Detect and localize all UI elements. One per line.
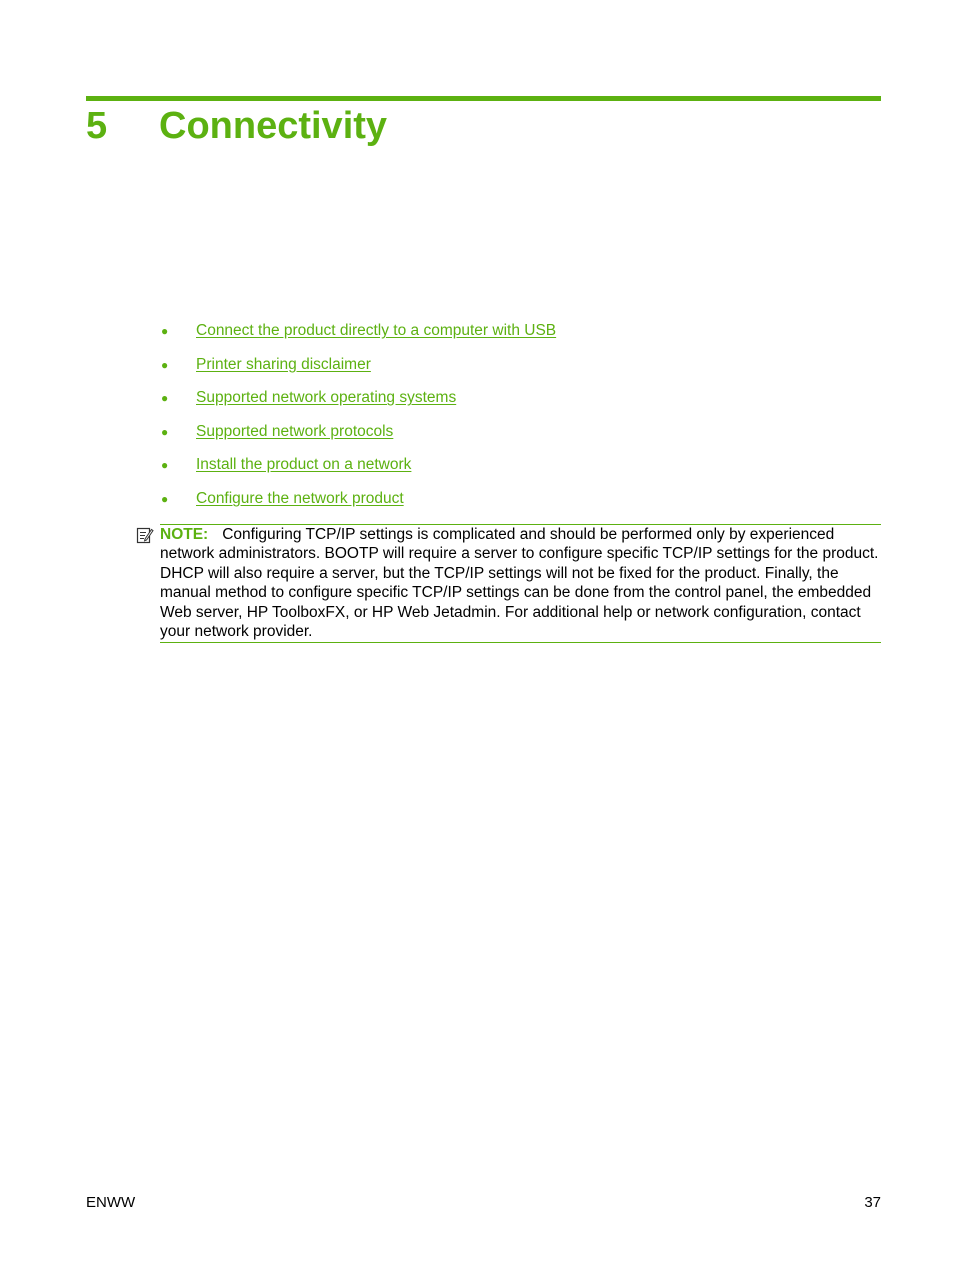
toc-link-printer-sharing[interactable]: Printer sharing disclaimer xyxy=(196,355,371,373)
page-number: 37 xyxy=(864,1194,881,1211)
chapter-number: 5 xyxy=(86,105,108,147)
toc-item xyxy=(160,320,556,354)
bullet-icon: ● xyxy=(161,357,169,372)
toc-link-network-os[interactable]: Supported network operating systems xyxy=(196,389,457,407)
note-icon xyxy=(136,526,154,544)
toc-item xyxy=(160,354,556,388)
note-label: NOTE: xyxy=(160,526,209,543)
footer-label: ENWW xyxy=(86,1194,136,1211)
toc-item xyxy=(160,488,556,522)
toc-link-connect-usb[interactable]: Connect the product directly to a computer with USB xyxy=(196,322,557,339)
bullet-icon: ● xyxy=(161,491,169,506)
bullet-icon: ● xyxy=(161,324,169,338)
chapter-heading xyxy=(86,100,387,152)
toc-link-install-network[interactable]: Install the product on a network xyxy=(196,456,412,474)
chapter-toc-list xyxy=(160,320,556,522)
toc-link-configure-network[interactable]: Configure the network product xyxy=(196,489,404,507)
toc-item xyxy=(160,387,556,421)
note-text: Configuring TCP/IP settings is complicated and should be performed only by experienced network administrators. BOOTP will require a server to configure specific TCP/IP settings for the product. DHCP will also require a server, but the TCP/IP settings will not be fixed for the product. Finally, the manual method to configure specific TCP/IP settings can be done from the control panel, the embedded Web server, HP ToolboxFX, or HP Web Jetadmin. For additional help or network configuration, contact your network provider. xyxy=(160,526,879,641)
bullet-icon: ● xyxy=(161,458,169,473)
chapter-title: Connectivity xyxy=(159,105,388,147)
toc-item xyxy=(160,421,556,455)
bullet-icon: ● xyxy=(161,391,169,406)
bullet-icon: ● xyxy=(161,424,169,439)
toc-link-network-protocols[interactable]: Supported network protocols xyxy=(196,422,394,440)
toc-item xyxy=(160,454,556,488)
note-box xyxy=(160,524,881,643)
